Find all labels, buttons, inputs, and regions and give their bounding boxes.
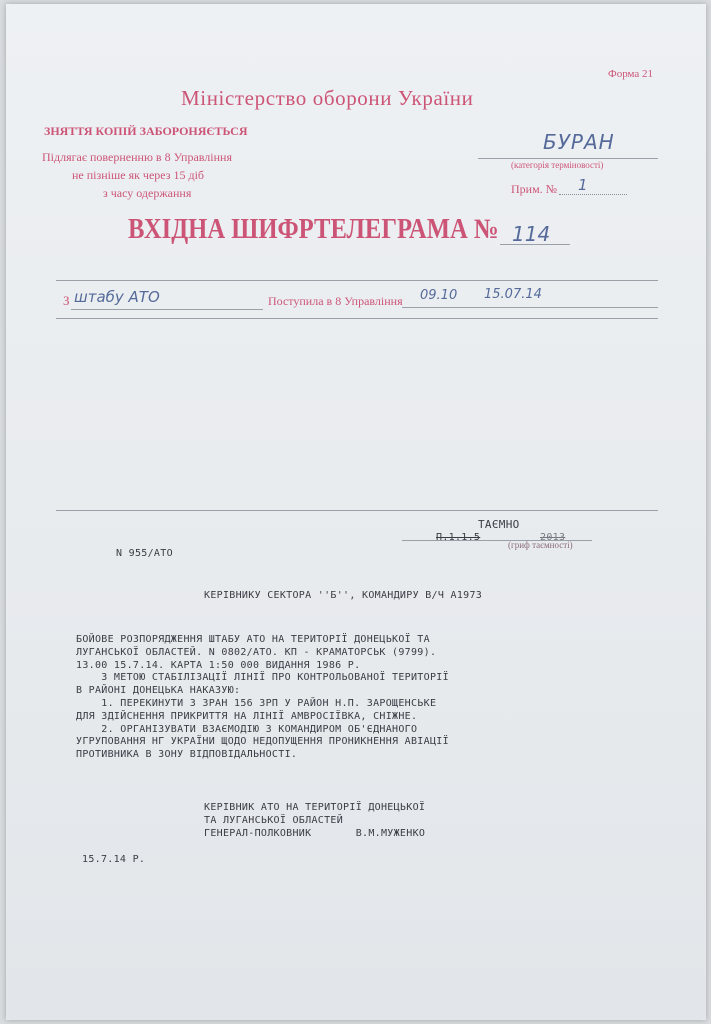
body-line: УГРУПОВАННЯ НГ УКРАЇНИ ЩОДО НЕДОПУЩЕННЯ ПРОНИКНЕННЯ АВІАЦІЇ [76,736,449,748]
body-line: 13.00 15.7.14. КАРТА 1:50 000 ВИДАННЯ 1986 Р. [76,659,361,671]
body-line: БОЙОВЕ РОЗПОРЯДЖЕННЯ ШТАБУ АТО НА ТЕРИТОРІЇ ДОНЕЦЬКОЇ ТА [76,634,430,645]
copy-number-handwritten: 1 [578,176,588,194]
body-line: В РАЙОНІ ДОНЕЦЬКА НАКАЗУЮ: [76,685,241,697]
received-line [402,307,658,308]
copy-number-line [559,194,627,195]
signature-line: КЕРІВНИК АТО НА ТЕРИТОРІЇ ДОНЕЦЬКОЇ [204,802,426,813]
form-number-label: Форма 21 [608,68,654,80]
no-copy-notice: ЗНЯТТЯ КОПІЙ ЗАБОРОНЯЄТЬСЯ [44,124,248,138]
return-notice-2: не пізніше як через 15 діб [72,168,205,182]
from-line [71,309,263,310]
return-notice-3: з часу одержання [103,186,192,200]
urgency-category-caption: (категорія терміновості) [511,160,604,170]
message-addressee: КЕРІВНИКУ СЕКТОРА ''Б'', КОМАНДИРУ В/Ч А1973 [204,590,483,601]
from-value-handwritten: штабу АТО [74,288,160,306]
received-date-handwritten: 15.07.14 [484,287,542,302]
classification-year-struck: 2013 [540,532,566,543]
message-body [76,634,676,762]
received-time-handwritten: 09.10 [420,288,458,303]
urgency-category-handwritten: БУРАН [543,130,615,154]
from-label: З [63,293,70,308]
received-label: Поступила в 8 Управління [268,294,403,308]
urgency-category-line [478,158,658,159]
signature-line: ГЕНЕРАЛ-ПОЛКОВНИК В.М.МУЖЕНКО [204,828,426,839]
return-notice-1: Підлягає поверненню в 8 Управління [42,150,232,164]
body-line: 1. ПЕРЕКИНУТИ 3 ЗРАН 156 ЗРП У РАЙОН Н.П. ЗАРОЩЕНСЬКЕ [76,697,437,709]
body-line: ПРОТИВНИКА В ЗОНУ ВІДПОВІДАЛЬНОСТІ. [76,749,298,761]
signature-line: ТА ЛУГАНСЬКОЇ ОБЛАСТЕЙ [204,815,344,826]
message-date: 15.7.14 Р. [82,854,146,865]
document-title: ВХІДНА ШИФРТЕЛЕГРАМА № [128,214,499,245]
rule-2 [56,510,658,511]
body-line: З МЕТОЮ СТАБІЛІЗАЦІЇ ЛІНІЇ ПРО КОНТРОЛЬОВАНОЇ ТЕРИТОРІЇ [76,672,449,684]
body-line: ДЛЯ ЗДІЙСНЕННЯ ПРИКРИТТЯ НА ЛІНІЇ АМВРОСІЇВКА, СНІЖНЕ. [76,710,418,722]
ministry-title: Міністерство оборони України [181,86,474,110]
rule-top [56,280,658,281]
body-line: ЛУГАНСЬКОЇ ОБЛАСТЕЙ. N 0802/АТО. КП - КРАМАТОРСЬК (9799). [76,646,437,658]
classification-stamp: ТАЄМНО [478,518,520,531]
body-line: 2. ОРГАНІЗУВАТИ ВЗАЄМОДІЮ З КОМАНДИРОМ ОБ'ЄДНАНОГО [76,723,418,735]
classification-caption: (гриф таємності) [508,540,573,550]
classification-ref-struck: П.1.1.5 [436,532,481,543]
message-ref-number: N 955/АТО [116,548,173,559]
rule-1 [56,318,658,319]
signature-block [204,802,624,841]
telegram-number-handwritten: 114 [512,222,551,246]
copy-number-label: Прим. № [511,182,558,196]
telegram-form-sheet [6,4,706,1020]
